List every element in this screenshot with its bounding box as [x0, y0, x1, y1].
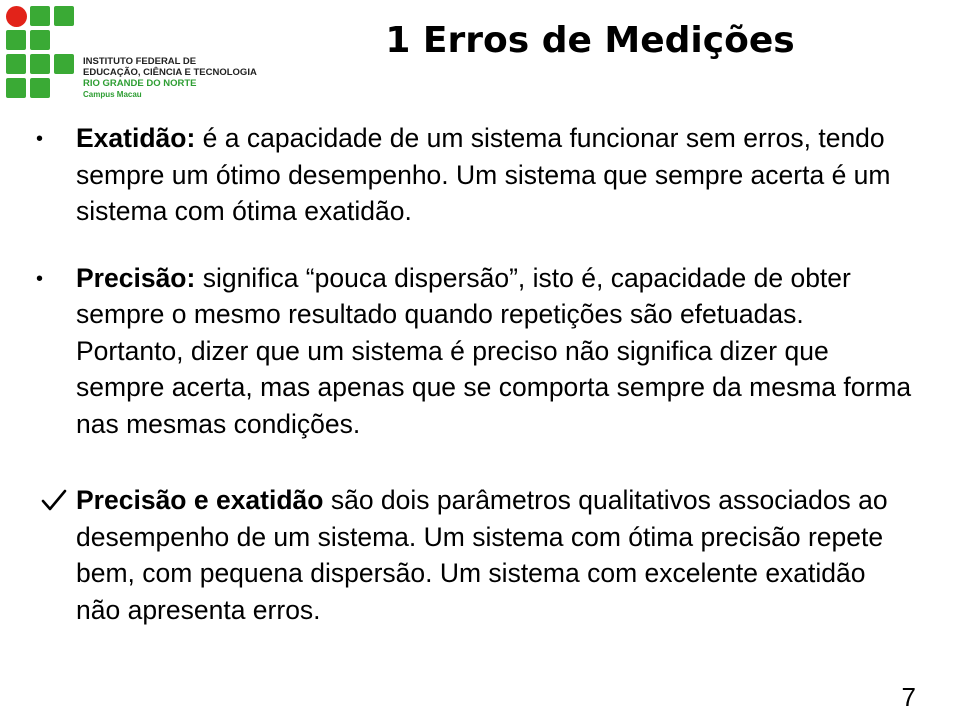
- item-text: significa “pouca dispersão”, isto é, capacidade de obter sempre o mesmo resultado quando repetições são efetuadas. Portanto, dizer que um sistema é preciso não significa dizer que sempre acerta, mas apenas que se comporta sempre da mesma forma nas mesmas condições.: [76, 262, 912, 439]
- institution-line2: EDUCAÇÃO, CIÊNCIA E TECNOLOGIA: [83, 67, 257, 78]
- item-term: Precisão:: [76, 262, 196, 293]
- bullet-icon: •: [36, 128, 44, 150]
- logo-text: [83, 56, 257, 100]
- institution-line3: RIO GRANDE DO NORTE: [83, 78, 197, 89]
- list-item-precisao-exatidao: [36, 482, 916, 628]
- bullet-icon: •: [36, 267, 44, 290]
- check-icon: [36, 482, 72, 518]
- institution-line1: INSTITUTO FEDERAL DE: [83, 56, 197, 67]
- slide-content: [36, 120, 916, 628]
- logo-grid-icon: [6, 6, 78, 106]
- item-text: são dois parâmetros qualitativos associados ao desempenho de um sistema. Um sistema com ótima precisão repete bem, com pequena dispersão. Um sistema com excelente exatidão não apresenta erros.: [76, 485, 888, 625]
- item-text: é a capacidade de um sistema funcionar sem erros, tendo sempre um ótimo desempenho. Um sistema que sempre acerta é um sistema com ótima exatidão.: [76, 123, 891, 226]
- item-term: Precisão e exatidão: [76, 485, 324, 515]
- slide-title: 1 Erros de Medições: [385, 20, 795, 61]
- page-number: 7: [901, 682, 916, 712]
- list-item-exatidao: [36, 120, 916, 230]
- logo-red-dot: [6, 6, 27, 27]
- item-term: Exatidão:: [76, 123, 196, 153]
- institution-line4: Campus Macau: [83, 90, 142, 99]
- list-item-precisao: [36, 260, 916, 443]
- institution-logo: [6, 6, 266, 106]
